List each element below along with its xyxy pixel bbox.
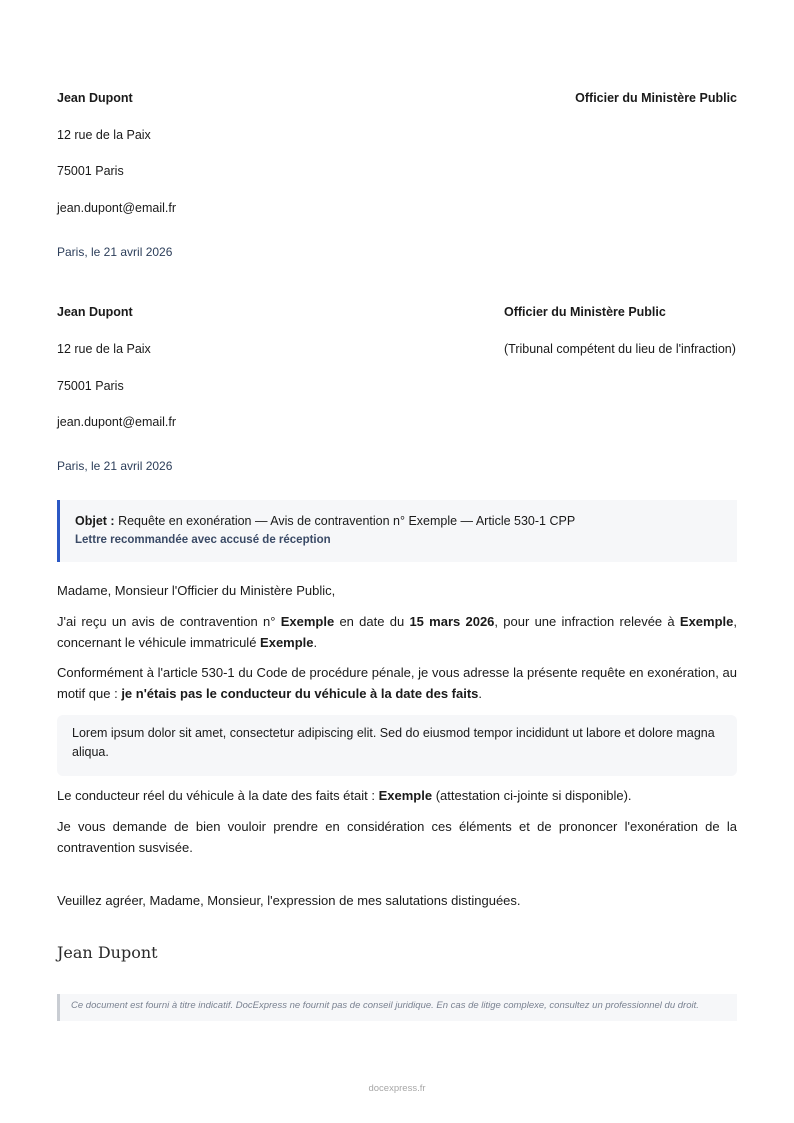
paragraph-driver: Le conducteur réel du véhicule à la date des faits était : Exemple (attestation ci-jointe si disponible). [57, 788, 632, 803]
paragraph-motive: Conformément à l'article 530-1 du Code de procédure pénale, je vous adresse la présente requête en exonération, au motif que : je n'étais pas le conducteur du véhicule à la date des faits. [57, 665, 737, 701]
subject-text: Requête en exonération — Avis de contravention n° Exemple — Article 530-1 CPP [114, 514, 576, 528]
explanation-quote: Lorem ipsum dolor sit amet, consectetur adipiscing elit. Sed do eiusmod tempor incididunt ut labore et dolore magna aliqua. [57, 715, 737, 776]
signature: Jean Dupont [57, 943, 158, 962]
subject-box [57, 500, 737, 562]
recipient-name: Officier du Ministère Public [575, 91, 737, 105]
recipient-note: (Tribunal compétent du lieu de l'infraction) [504, 342, 736, 356]
sender-name: Jean Dupont [57, 91, 133, 105]
paragraph-request: Je vous demande de bien vouloir prendre en considération ces éléments et de prononcer l'exonération de la contravention susvisée. [57, 819, 737, 855]
recipient-name: Officier du Ministère Public [504, 305, 666, 319]
sender-street: 12 rue de la Paix [57, 128, 151, 142]
sender-city: 75001 Paris [57, 379, 124, 393]
disclaimer-box: Ce document est fourni à titre indicatif. DocExpress ne fournit pas de conseil juridique. En cas de litige complexe, consultez un professionnel du droit. [57, 994, 737, 1021]
sender-email: jean.dupont@email.fr [57, 201, 177, 215]
letter-date: Paris, le 21 avril 2026 [57, 245, 173, 259]
sender-city: 75001 Paris [57, 164, 124, 178]
salutation: Madame, Monsieur l'Officier du Ministère Public, [57, 583, 336, 598]
closing-formula: Veuillez agréer, Madame, Monsieur, l'expression de mes salutations distinguées. [57, 893, 521, 908]
footer-brand: docexpress.fr [368, 1083, 426, 1094]
sender-name: Jean Dupont [57, 305, 133, 319]
sender-street: 12 rue de la Paix [57, 342, 151, 356]
subject-line [75, 513, 737, 529]
subject-label: Objet : [75, 514, 115, 528]
sender-email: jean.dupont@email.fr [57, 415, 177, 429]
letter-date: Paris, le 21 avril 2026 [57, 459, 173, 473]
subject-subline: Lettre recommandée avec accusé de réception [75, 534, 331, 546]
paragraph-notice: J'ai reçu un avis de contravention n° Exemple en date du 15 mars 2026, pour une infraction relevée à Exemple, concernant le véhicule immatriculé Exemple. [57, 614, 738, 650]
